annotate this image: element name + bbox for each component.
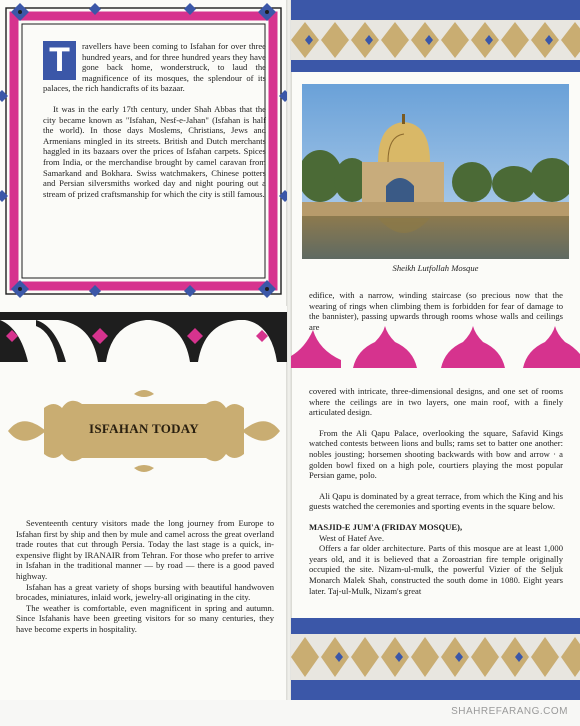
blue-band-bottom — [291, 618, 580, 700]
right-text-middle — [309, 386, 563, 596]
photo-caption: Sheikh Lutfollah Mosque — [392, 263, 479, 273]
friday-mosque-subheading: West of Hatef Ave. — [319, 532, 385, 543]
dome-band — [291, 322, 580, 374]
blue-band-top — [291, 0, 580, 72]
today-paragraph-3: The weather is comfortable, even magnificent in spring and autumn. Since Isfahanis have been greeting visitors for so many centuries, they have become experts in hospitality. — [16, 602, 274, 634]
watermark: SHAHREFARANG.COM — [451, 706, 568, 717]
friday-mosque-heading: MASJID-E JUM'A (FRIDAY MOSQUE), — [309, 521, 463, 532]
today-paragraph-1: Seventeenth century visitors made the long journey from Europe to Isfahan first by ship and then by mule and camel across the great overland trade routes that cut through Persia. Today the last stage is a quick, in-expensive flight by IRANAIR from Tehran. For those who prefer to arrive in Isfahan in the traditional manner — by road — there is a good paved highway. — [16, 518, 274, 581]
arch-band-left — [0, 306, 287, 362]
right-paragraph-4: Ali Qapu is dominated by a great terrace, from which the King and his guests watched the ceremonies and sporting events in the square below. — [309, 490, 563, 512]
mosque-photo — [302, 84, 569, 259]
today-paragraph-2: Isfahan has a great variety of shops bursing with beautiful handwoven brocades, miniatures, inlaid work, jewelry-all originating in the city. — [16, 581, 274, 603]
right-paragraph-2: covered with intricate, three-dimensional designs, and one set of rooms where the ceilings are in two layers, one main roof, with a finely articulated design. — [309, 386, 563, 418]
intro-paragraph-2: It was in the early 17th century, under Shah Abbas that the city became known as "Isfahan, Nesf-e-Jahan" (Isfahan is half the world). In those days Moslems, Christians, Jews and Armenians mingled in its streets. British and Dutch merchants haggled in its bazaars over the prices of Isfahan carpets. Spices from India, or the merchandise brought by camel caravan from Samarkand and Bokhara. Swiss watchmakers, Chinese potters and Persian silversmiths worked day and night pouring out a stream of prized craftsmanship for which the city is still famous. — [43, 103, 266, 199]
dropcap: T — [43, 41, 76, 80]
right-paragraph-5: Offers a far older architecture. Parts of this mosque are at least 1,000 years old, and it is believed that a Zoroastrian fire temple originally occupied the site. Nizam-ul-mulk, the powerful Vizier of the Seljuk Monarch Malek Shah, constructed the south dome in 1080. Eight years later. Taj-ul-Mulk, Nizam's great — [309, 543, 563, 596]
section-title: ISFAHAN TODAY — [89, 421, 199, 436]
right-paragraph-1: edifice, with a narrow, winding staircase (so precious now that the wearing of rings when climbing them is forbidden for fear of damage to the bannister), passing upwards through rooms whose walls and ceilings are — [309, 290, 563, 332]
right-paragraph-3: From the Ali Qapu Palace, overlooking the square, Safavid Kings watched contests between lions and bulls; rams set to batter one another: nobles jousting; horsemen shooting backwards with bow and arrow · a golden bowl fixed on a high pole, courtiers playing the most popular Persian game, polo. — [309, 427, 563, 481]
today-text — [16, 518, 274, 635]
intro-paragraph-1: ravellers have been coming to Isfahan for over three hundred years, and for three hundred years they have gone back home, wonderstruck, to laud the magnificence of its mosques, the splendour of its palaces, the rich handicrafts of its bazaar. — [43, 41, 266, 94]
intro-text — [43, 41, 266, 199]
